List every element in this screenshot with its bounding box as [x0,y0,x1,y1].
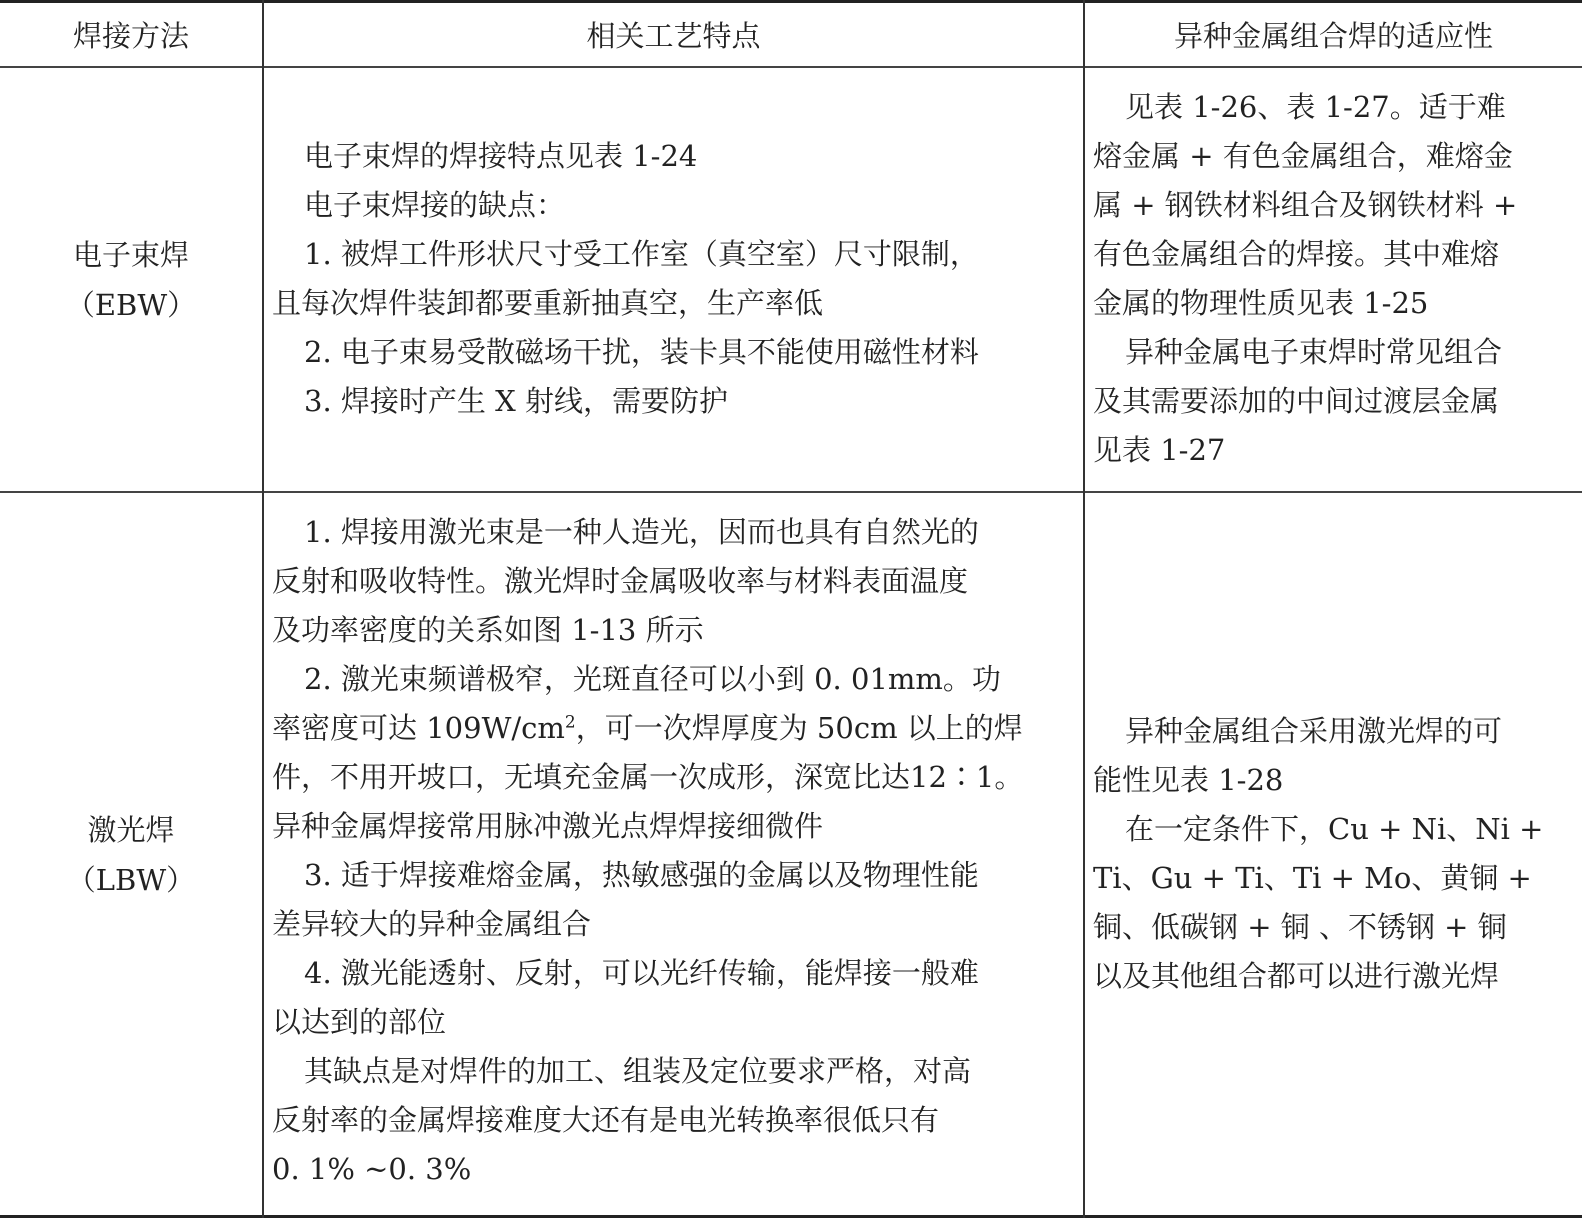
method-name: 激光焊 [87,813,175,847]
process-line: 1. 被焊工件形状尺寸受工作室（真空室）尺寸限制， [304,237,979,271]
process-line: 1. 焊接用激光束是一种人造光，因而也具有自然光的 [304,515,979,549]
process-line: 电子束焊的焊接特点见表 1-24 [304,139,698,173]
table-row-ebw-method [0,230,262,330]
table-row-lbw-process [272,508,1078,1194]
suitability-line: 及其需要添加的中间过渡层金属 [1093,384,1500,418]
header-process-features: 相关工艺特点 [586,18,761,53]
process-line: 以达到的部位 [272,1005,447,1039]
suitability-line: Ti、Gu + Ti、Ti + Mo、黄铜 + [1093,861,1532,895]
header-welding-method: 焊接方法 [72,18,189,53]
suitability-line: 金属的物理性质见表 1-25 [1093,286,1429,320]
table-row-ebw-process [272,132,1078,426]
table-bottom-rule [0,1215,1582,1218]
table-top-rule [0,0,1582,3]
process-line: 反射和吸收特性。激光焊时金属吸收率与材料表面温度 [272,564,969,598]
header-suitability: 异种金属组合焊的适应性 [1173,18,1493,53]
process-line: 差异较大的异种金属组合 [272,907,592,941]
suitability-line: 铜、低碳钢 + 铜 、不锈钢 + 铜 [1093,910,1507,944]
process-line: 异种金属焊接常用脉冲激光点焊焊接细微件 [272,809,824,843]
method-abbr: （LBW） [66,863,196,897]
header-bottom-rule [0,66,1582,68]
method-abbr: （EBW） [65,288,197,322]
suitability-line: 熔金属 + 有色金属组合，难熔金 [1093,139,1513,173]
column-divider-1 [262,0,264,1218]
power-density-text: 率密度可达 109W/cm [272,711,565,745]
process-line: 及功率密度的关系如图 1-13 所示 [272,613,704,647]
process-line: 2. 激光束频谱极窄，光斑直径可以小到 0. 01mm。功 [304,662,1001,696]
process-line: 其缺点是对焊件的加工、组装及定位要求严格，对高 [304,1054,972,1088]
process-line: 件，不用开坡口，无填充金属一次成形，深宽比达12∶1。 [272,760,1024,794]
process-line: 4. 激光能透射、反射，可以光纤传输，能焊接一般难 [304,956,979,990]
process-line: 3. 适于焊接难熔金属，热敏感强的金属以及物理性能 [304,858,979,892]
suitability-line: 以及其他组合都可以进行激光焊 [1093,959,1500,993]
process-line: 反射率的金属焊接难度大还有是电光转换率很低只有 [272,1103,940,1137]
suitability-line: 属 + 钢铁材料组合及钢铁材料 + [1093,188,1518,222]
suitability-line: 见表 1-26、表 1-27。适于难 [1125,90,1506,124]
suitability-line: 在一定条件下，Cu + Ni、Ni + [1125,812,1544,846]
column-divider-2 [1083,0,1085,1218]
suitability-line: 异种金属组合采用激光焊的可 [1125,714,1503,748]
superscript-exponent: 2 [564,712,576,733]
process-line: 3. 焊接时产生 X 射线，需要防护 [304,384,728,418]
method-name: 电子束焊 [72,238,189,272]
table-row-ebw-suitability [1093,83,1577,475]
suitability-line: 见表 1-27 [1093,433,1226,467]
suitability-line: 能性见表 1-28 [1093,763,1284,797]
process-line [272,704,1078,753]
suitability-line: 异种金属电子束焊时常见组合 [1125,335,1503,369]
table-row-lbw-suitability [1093,707,1577,1001]
process-line: 且每次焊件装卸都要重新抽真空，生产率低 [272,286,824,320]
table-row-lbw-method [0,805,262,905]
process-line: 电子束焊接的缺点： [304,188,566,222]
process-line: 0. 1% ~0. 3% [272,1152,472,1186]
process-line: 2. 电子束易受散磁场干扰，装卡具不能使用磁性材料 [304,335,979,369]
suitability-line: 有色金属组合的焊接。其中难熔 [1093,237,1500,271]
row-divider-rule [0,491,1582,493]
power-density-text-cont: ，可一次焊厚度为 50cm 以上的焊 [575,711,1023,745]
